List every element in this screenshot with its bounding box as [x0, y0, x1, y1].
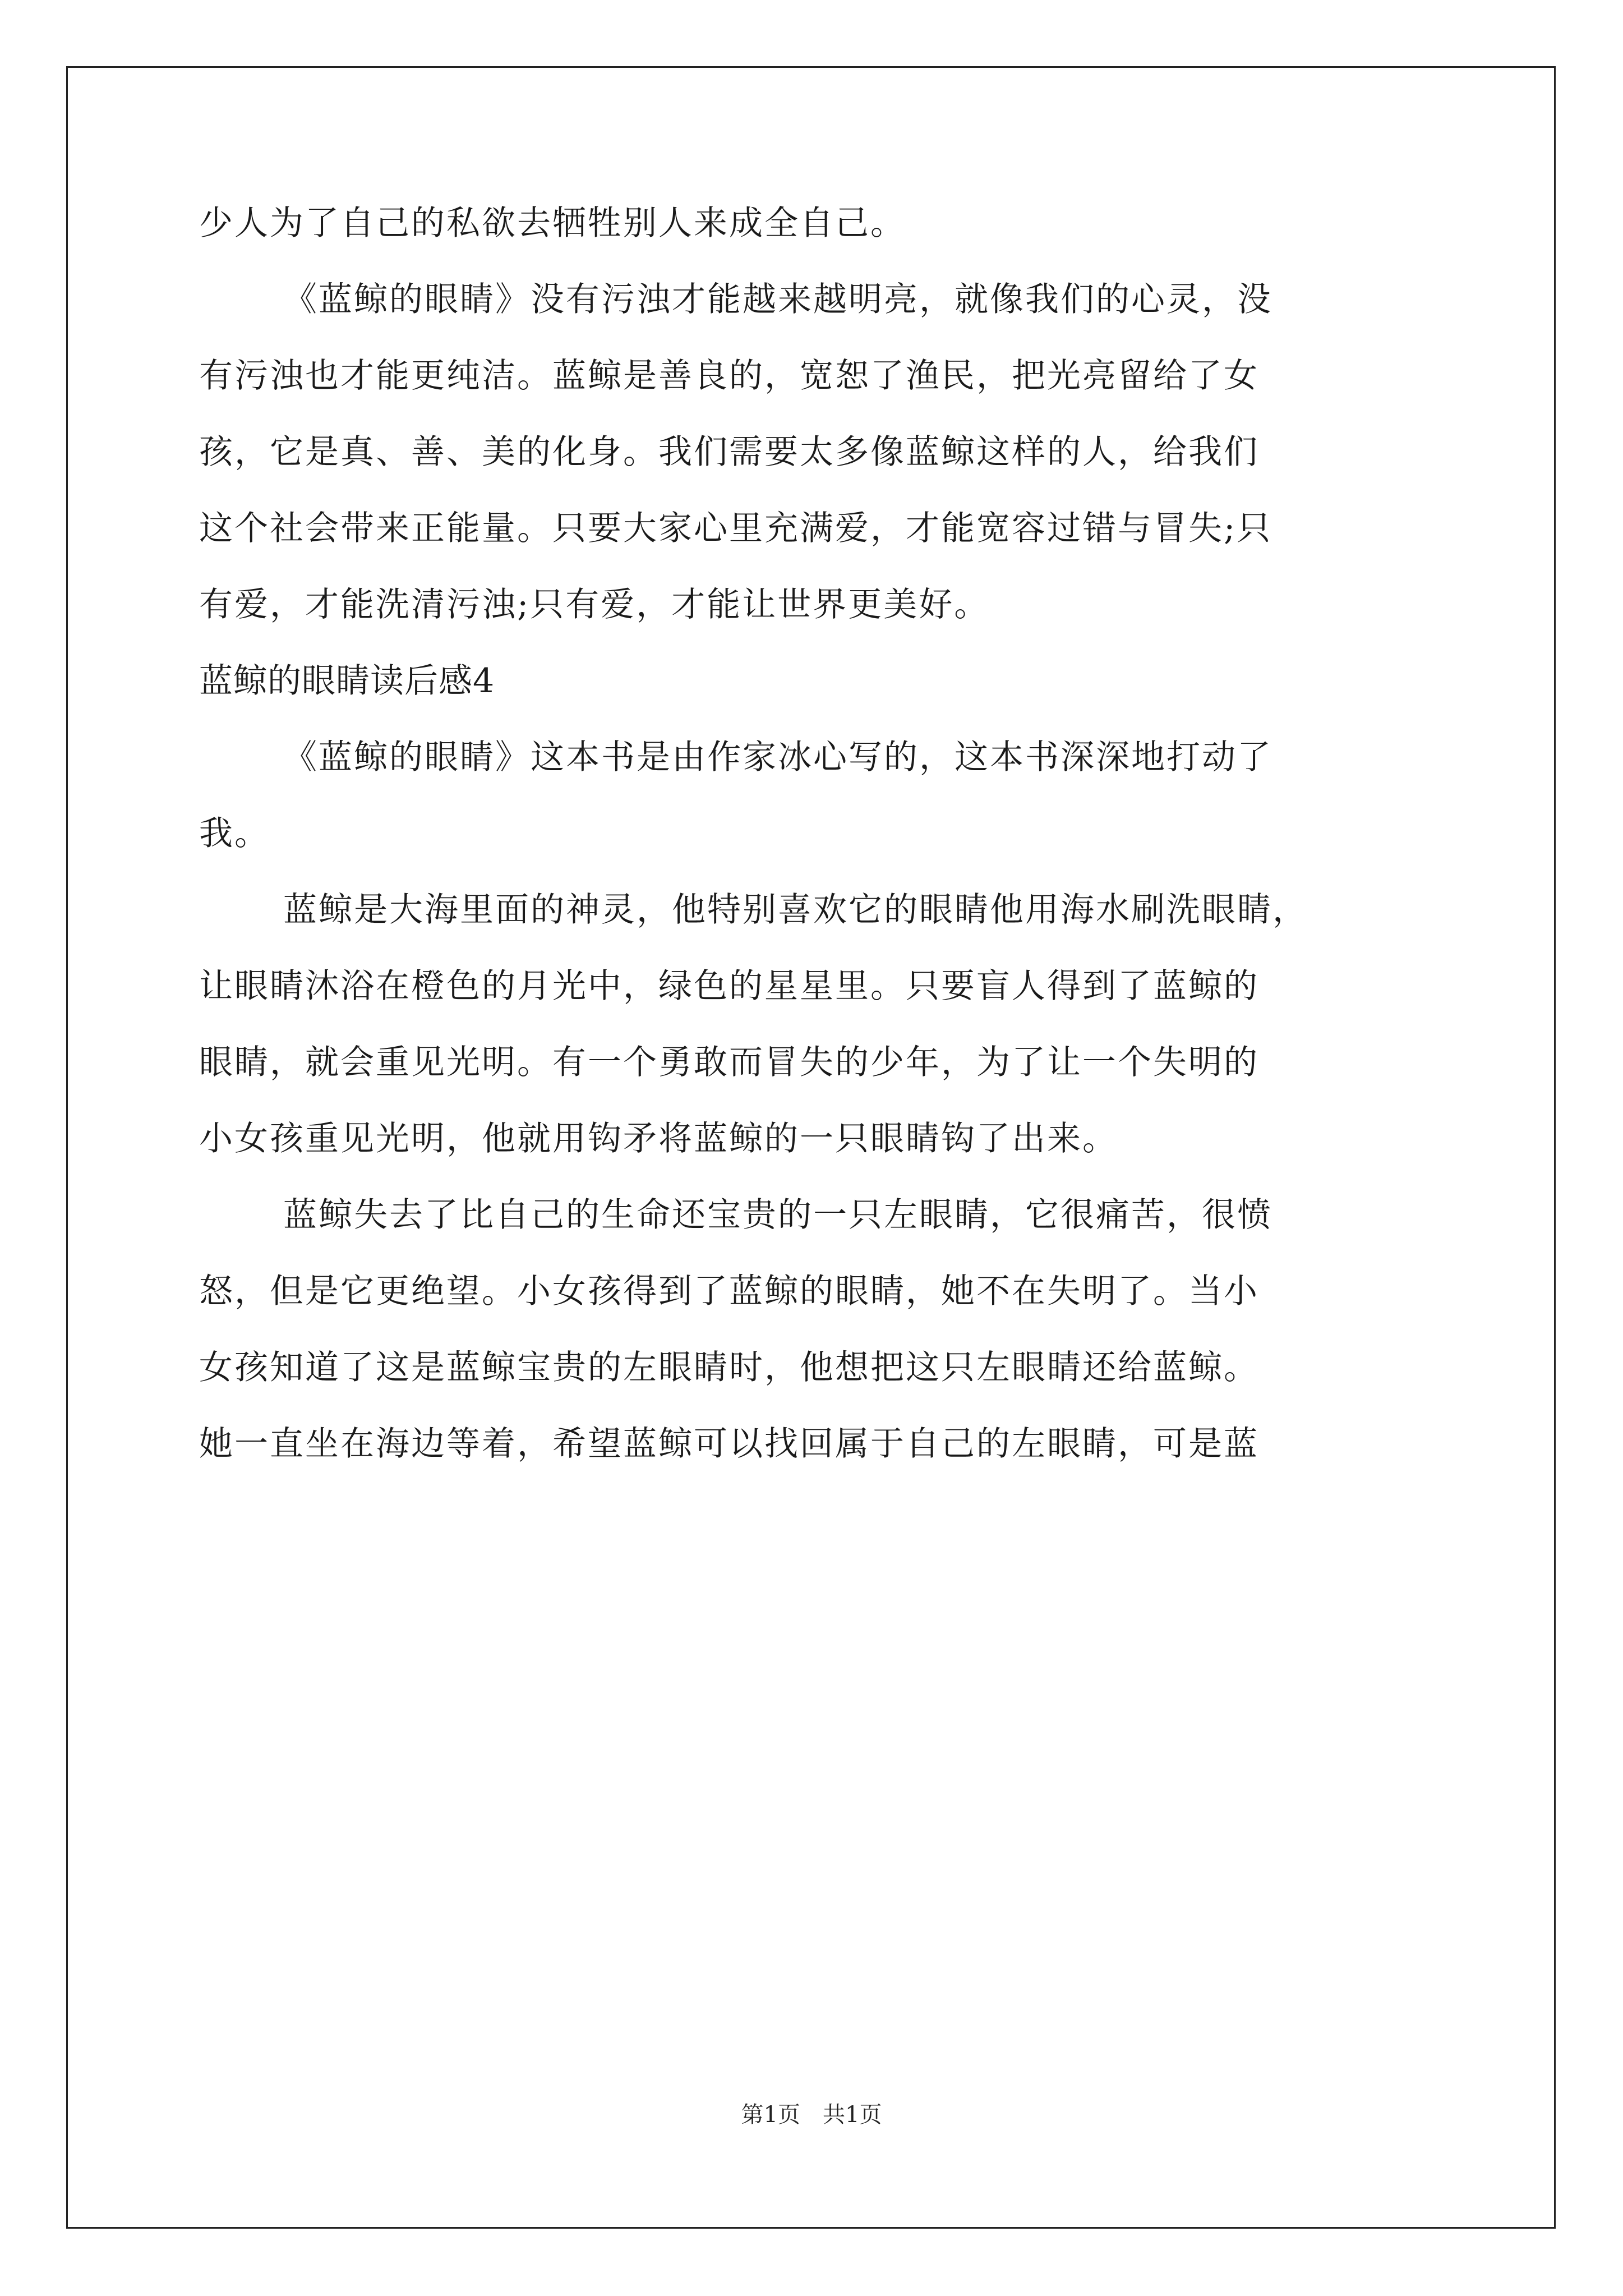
text-line: 眼睛，就会重见光明。有一个勇敢而冒失的少年，为了让一个失明的 [199, 1043, 1259, 1082]
document-body [199, 185, 1438, 1482]
section-heading: 蓝鲸的眼睛读后感4 [199, 661, 495, 701]
text-line: 女孩知道了这是蓝鲸宝贵的左眼睛时，他想把这只左眼睛还给蓝鲸。 [199, 1348, 1259, 1387]
text-line: 有爱，才能洗清污浊;只有爱，才能让世界更美好。 [199, 585, 990, 624]
text-line: 蓝鲸失去了比自己的生命还宝贵的一只左眼睛，它很痛苦，很愤 [283, 1195, 1272, 1235]
page-footer: 第1页 共1页 [741, 2102, 882, 2128]
text-line: 她一直坐在海边等着，希望蓝鲸可以找回属于自己的左眼睛，可是蓝 [199, 1424, 1259, 1464]
text-line: 有污浊也才能更纯洁。蓝鲸是善良的，宽恕了渔民，把光亮留给了女 [199, 356, 1259, 395]
text-line: 蓝鲸是大海里面的神灵，他特别喜欢它的眼睛他用海水刷洗眼睛， [283, 890, 1308, 930]
text-line: 《蓝鲸的眼睛》这本书是由作家冰心写的，这本书深深地打动了 [283, 738, 1272, 777]
text-line: 孩，它是真、善、美的化身。我们需要太多像蓝鲸这样的人，给我们 [199, 432, 1259, 472]
text-line: 少人为了自己的私欲去牺牲别人来成全自己。 [199, 204, 906, 243]
text-line: 《蓝鲸的眼睛》没有污浊才能越来越明亮，就像我们的心灵，没 [283, 280, 1272, 319]
text-line: 这个社会带来正能量。只要大家心里充满爱，才能宽容过错与冒失;只 [199, 509, 1272, 548]
text-line: 怒，但是它更绝望。小女孩得到了蓝鲸的眼睛，她不在失明了。当小 [199, 1272, 1259, 1311]
text-line: 小女孩重见光明，他就用钩矛将蓝鲸的一只眼睛钩了出来。 [199, 1119, 1118, 1158]
text-line: 我。 [199, 814, 270, 853]
text-line: 让眼睛沐浴在橙色的月光中，绿色的星星里。只要盲人得到了蓝鲸的 [199, 967, 1259, 1006]
